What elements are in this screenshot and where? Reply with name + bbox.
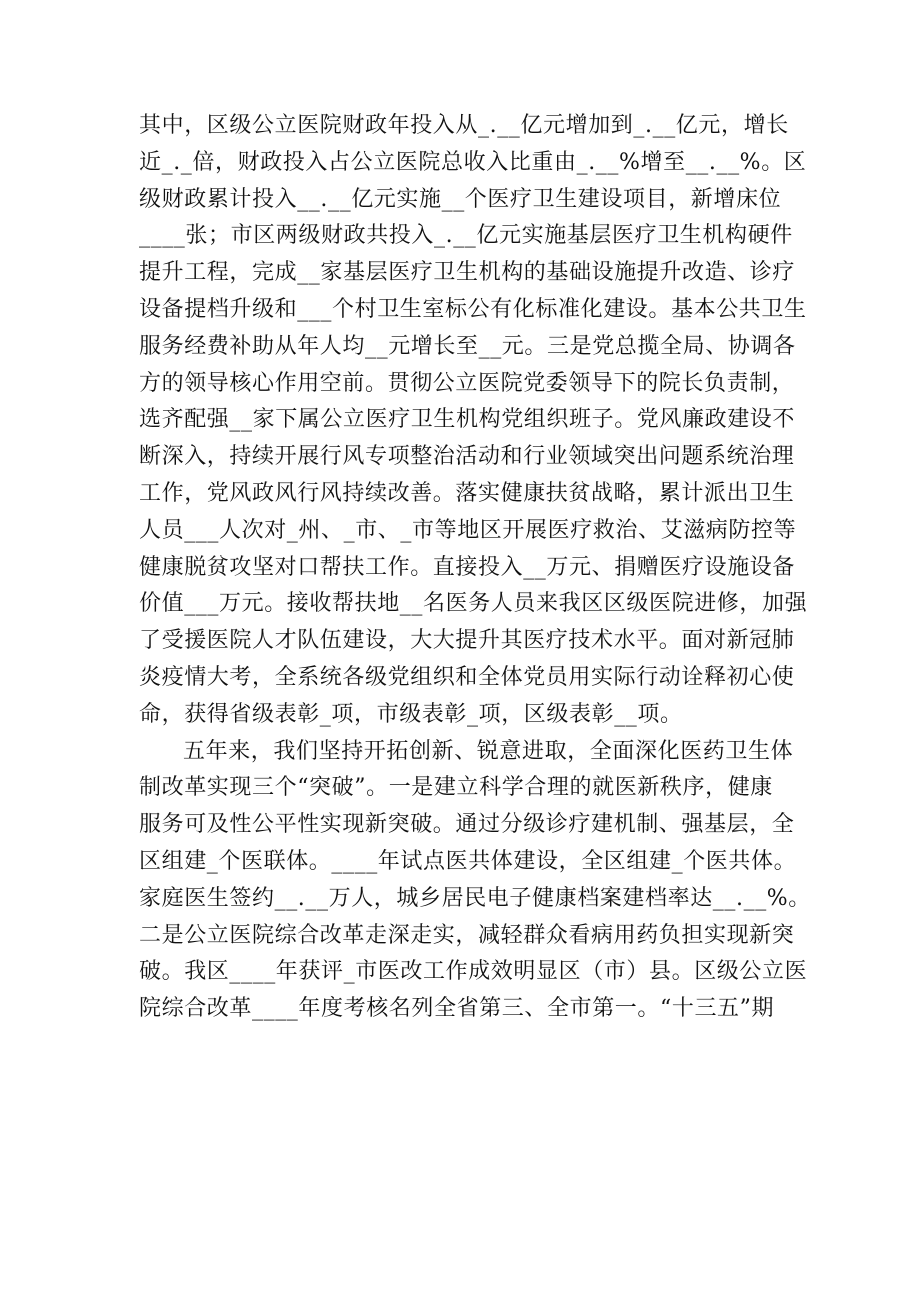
text-line: 五年来，我们坚持开拓创新、锐意进取，全面深化医药卫生体 <box>183 738 794 764</box>
text-line: 服务可及性公平性实现新突破。通过分级诊疗建机制、强基层，全 <box>139 812 795 838</box>
text-line: 提升工程，完成__家基层医疗卫生机构的基础设施提升改造、诊疗 <box>139 260 796 286</box>
text-line: 院综合改革____年度考核名列全省第三、全市第一。“十三五”期 <box>139 996 775 1022</box>
text-line: 价值___万元。接收帮扶地__名医务人员来我区区级医院进修，加强 <box>139 591 808 617</box>
text-line: 炎疫情大考，全系统各级党组织和全体党员用实际行动诠释初心使 <box>139 664 795 690</box>
text-line: 服务经费补助从年人均__元增长至__元。三是党总揽全局、协调各 <box>139 333 796 359</box>
text-line: 设备提档升级和___个村卫生室标公有化标准化建设。基本公共卫生 <box>139 296 807 322</box>
text-line: ____张；市区两级财政共投入_.__亿元实施基层医疗卫生机构硬件 <box>139 223 793 249</box>
text-line: 近_._倍，财政投入占公立医院总收入比重由_.__%增至__.__%。区 <box>139 149 807 175</box>
text-line: 人员___人次对_州、_市、_市等地区开展医疗救治、艾滋病防控等 <box>139 517 797 543</box>
text-line: 区组建_个医联体。____年试点医共体建设，全区组建_个医共体。 <box>139 848 797 874</box>
text-line: 方的领导核心作用空前。贯彻公立医院党委领导下的院长负责制， <box>139 370 795 396</box>
text-line: 制改革实现三个“突破”。一是建立科学合理的就医新秩序，健康 <box>139 775 773 801</box>
document-body <box>139 108 811 1028</box>
text-line: 级财政累计投入__.__亿元实施__个医疗卫生建设项目，新增床位 <box>139 186 782 212</box>
text-line: 命，获得省级表彰_项，市级表彰_项，区级表彰__项。 <box>139 701 683 727</box>
text-line: 工作，党风政风行风持续改善。落实健康扶贫战略，累计派出卫生 <box>139 480 795 506</box>
text-line: 断深入，持续开展行风专项整治活动和行业领域突出问题系统治理 <box>139 444 795 470</box>
text-line: 家庭医生签约__.__万人，城乡居民电子健康档案建档率达__.__%。 <box>139 885 811 911</box>
text-line: 二是公立医院综合改革走深走实，减轻群众看病用药负担实现新突 <box>139 922 795 948</box>
text-line: 健康脱贫攻坚对口帮扶工作。直接投入__万元、捐赠医疗设施设备 <box>139 554 796 580</box>
paragraph-1 <box>139 108 808 734</box>
text-line: 了受援医院人才队伍建设，大大提升其医疗技术水平。面对新冠肺 <box>139 628 795 654</box>
text-line: 破。我区____年获评_市医改工作成效明显区（市）县。区级公立医 <box>139 959 808 985</box>
paragraph-2 <box>139 734 811 1028</box>
text-line: 选齐配强__家下属公立医疗卫生机构党组织班子。党风廉政建设不 <box>139 407 796 433</box>
text-line: 其中，区级公立医院财政年投入从_.__亿元增加到_.__亿元，增长 <box>139 113 789 138</box>
